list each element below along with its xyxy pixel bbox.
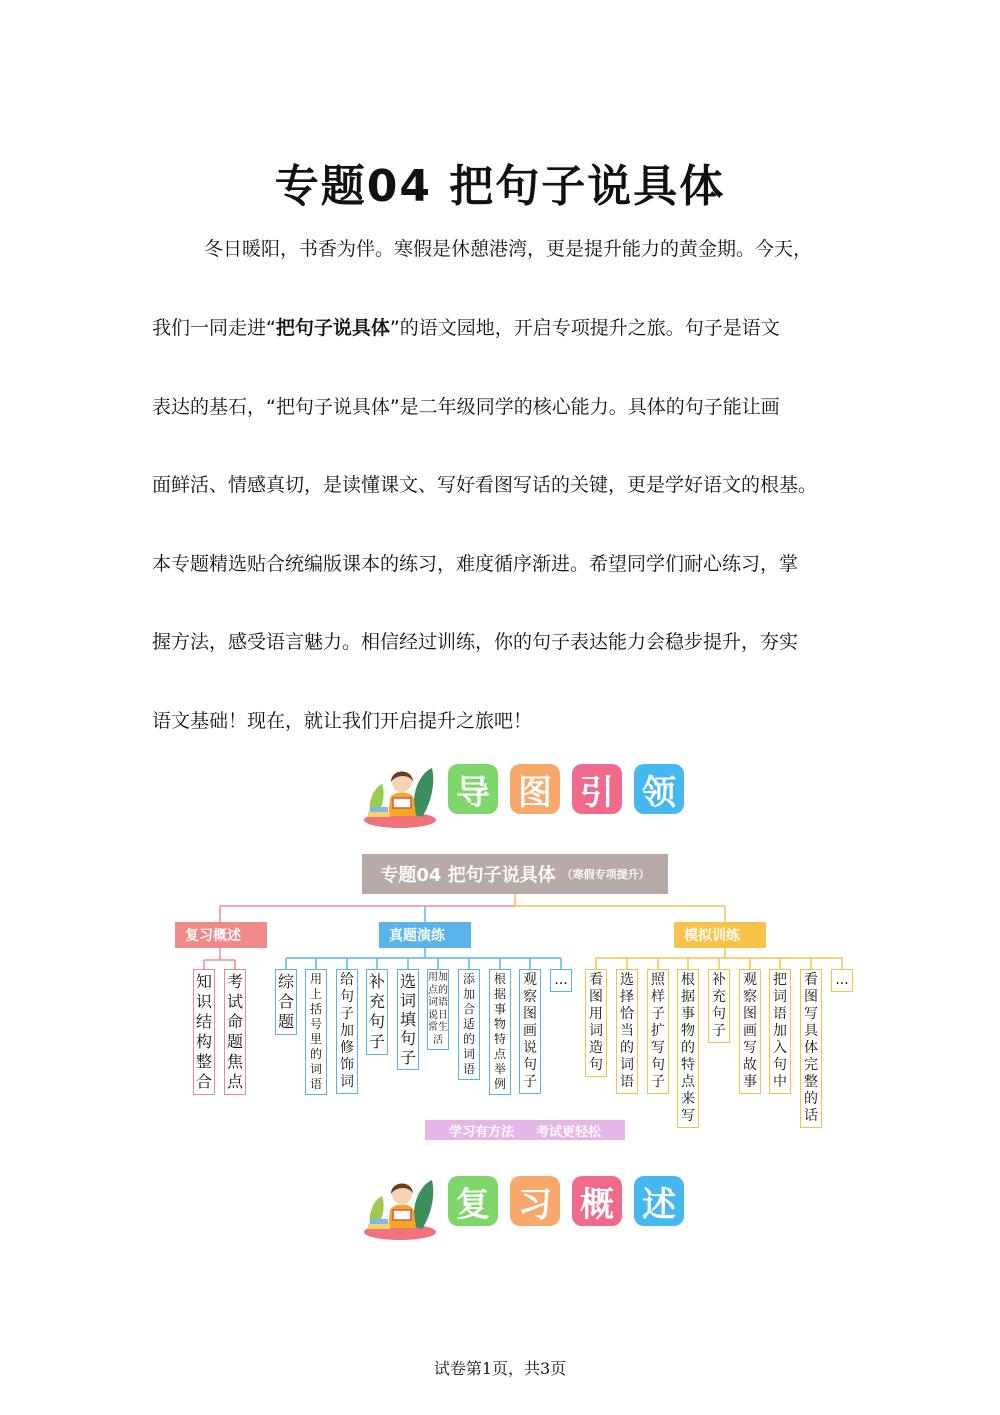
- banner1-tile-1: 导: [448, 764, 498, 814]
- leaf-practice-6: 用加点的词语说日常生活: [427, 969, 449, 1050]
- intro-line-7: 语文基础！现在，就让我们开启提升之旅吧！: [152, 710, 533, 732]
- intro-line-2-a: 我们一同走进“: [152, 317, 276, 339]
- leaf-practice-3: 给句子加修饰词: [336, 969, 358, 1094]
- page-title: 专题04 把句子说具体: [274, 161, 726, 212]
- leaf-practice-4: 补充句子: [366, 969, 388, 1055]
- banner2-tile-3: 概: [572, 1176, 622, 1226]
- banner-tiles: [448, 764, 684, 814]
- banner-review-overview: [360, 1172, 700, 1242]
- leaf-review-2: 考试命题焦点: [224, 969, 246, 1095]
- banner2-tile-2: 习: [510, 1176, 560, 1226]
- leaf-mock-8: 看图写具体完整的话: [800, 969, 822, 1128]
- leaf-mock-more: ...: [831, 969, 853, 992]
- leaf-mock-3: 照样子扩写句子: [647, 969, 669, 1094]
- leaf-review-1: 知识结构整合: [193, 969, 215, 1095]
- leaf-practice-more: ...: [550, 969, 572, 992]
- leaf-mock-6: 观察图画写故事: [739, 969, 761, 1094]
- reading-girl-icon: [360, 1172, 440, 1242]
- category-exam-practice: 真题演练: [379, 922, 471, 948]
- reading-girl-icon: [360, 760, 440, 830]
- intro-line-2-c: ”的语文园地，开启专项提升之旅。句子是语文: [389, 317, 780, 339]
- leaf-mock-7: 把词语加入句中: [769, 969, 791, 1094]
- category-review: 复习概述: [175, 922, 267, 948]
- leaf-practice-1: 综合题: [275, 969, 297, 1035]
- category-mock-training: 模拟训练: [674, 922, 766, 948]
- intro-line-3: 表达的基石，“把句子说具体”是二年级同学的核心能力。具体的句子能让画: [152, 396, 780, 418]
- tag-left: 学习有方法: [448, 1124, 514, 1140]
- leaf-practice-5: 选词填句子: [397, 969, 419, 1070]
- leaf-mock-2: 选择恰当的词语: [616, 969, 638, 1094]
- banner2-tile-1: 复: [448, 1176, 498, 1226]
- intro-line-2-bold: 把句子说具体: [275, 317, 390, 339]
- page-footer: 试卷第1页，共3页: [433, 1359, 567, 1378]
- leaf-mock-4: 根据事物的特点来写: [677, 969, 699, 1128]
- mind-map-root-note: （寒假专项提升）: [561, 868, 650, 881]
- leaf-practice-9: 观察图画说句子: [519, 969, 541, 1094]
- banner1-tile-2: 图: [510, 764, 560, 814]
- intro-line-6: 握方法，感受语言魅力。相信经过训练，你的句子表达能力会稳步提升，夯实: [152, 631, 799, 653]
- intro-line-5: 本专题精选贴合统编版课本的练习，难度循序渐进。希望同学们耐心练习，掌: [152, 553, 799, 575]
- leaf-practice-2: 用上括号里的词语: [305, 969, 327, 1095]
- leaf-mock-1: 看图用词造句: [585, 969, 607, 1077]
- leaf-practice-7: 添加合适的词语: [458, 969, 480, 1080]
- banner-tiles: [448, 1176, 684, 1226]
- tag-right: 考试更轻松: [536, 1124, 602, 1140]
- banner1-tile-3: 引: [572, 764, 622, 814]
- intro-line-1: 冬日暖阳，书香为伴。寒假是休憩港湾，更是提升能力的黄金期。今天，: [204, 238, 813, 260]
- mind-map-root: [362, 854, 668, 894]
- leaf-practice-8: 根据事物特点举例: [489, 969, 511, 1095]
- banner-mindmap-guide: [360, 760, 700, 830]
- mind-map-root-label: 专题04 把句子说具体: [380, 865, 556, 886]
- mind-map-tag: [425, 1120, 625, 1140]
- banner2-tile-4: 述: [634, 1176, 684, 1226]
- mind-map: [170, 852, 860, 1152]
- intro-line-2: [152, 313, 780, 340]
- leaf-mock-5: 补充句子: [708, 969, 730, 1043]
- banner1-tile-4: 领: [634, 764, 684, 814]
- intro-line-4: 面鲜活、情感真切，是读懂课文、写好看图写话的关键，更是学好语文的根基。: [152, 474, 818, 496]
